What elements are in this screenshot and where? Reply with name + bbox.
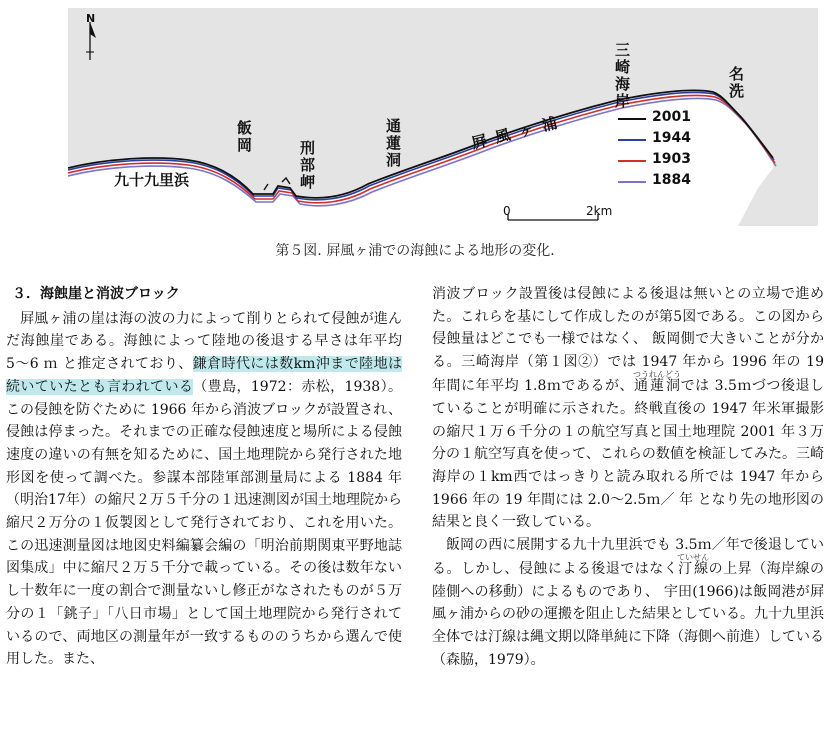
label-nagarai: 名洗 bbox=[728, 65, 744, 100]
ruby-word bbox=[633, 370, 682, 395]
label-byobugaura: 屛 風 ヶ 浦 bbox=[469, 113, 562, 153]
text-run: （豊島，1972：赤松，1938）。この侵蝕を防ぐために 1966 年から消波ブロックが設置され、侵蝕は停まった。それまでの正確な侵蝕速度と場所による侵蝕速度の違いの有無を知るために、国土地理院から発行された地形図を使って調べた。参謀本部陸軍部測量局による 1884 年（明治17年）の縮尺２万５千分の１迅速測図が国土地理院から縮尺２万分の１仮製図として発行されており、これを用いた。この迅速測量図は地図史料編纂会編の「明治前期関東平野地誌図集成」中に縮尺２万５千分で載っている。その後は数年ないし十数年に一度の割合で測量ないし修正がなされたものが５万分の１「銚子」「八日市場」として国土地理院から発行されているので、両地区の測量年が一致するもののうちから選んで使用した。また、 bbox=[6, 378, 403, 668]
label-gyobumisaki: 刑部岬 bbox=[299, 139, 315, 191]
legend-year-1903: 1903 bbox=[652, 151, 691, 167]
paragraph bbox=[432, 534, 824, 672]
text-run: 飯岡の西に展開する九十九里浜でも 3.5ｍ／年で後退している。しかし、侵蝕による後退ではなく bbox=[432, 537, 824, 578]
text-run: 屛風ヶ浦の崖は海の波の力によって削りとられて侵蝕が進んだ海蝕崖である。海蝕によって陸地の後退する早さは年平均 5〜6 ｍ と推定されており、 bbox=[6, 310, 402, 373]
scale-end: 2km bbox=[586, 204, 613, 218]
legend-year-2001: 2001 bbox=[652, 109, 691, 125]
section-heading: ３．海蝕崖と消波ブロック bbox=[12, 286, 180, 302]
label-kujukurihama: 九十九里浜 bbox=[114, 171, 190, 189]
ruby-word bbox=[677, 553, 710, 578]
legend-year-1944: 1944 bbox=[652, 130, 691, 146]
right-column bbox=[432, 283, 824, 672]
ruby-base: 通蓮洞 bbox=[633, 378, 682, 395]
scale-start: 0 bbox=[503, 204, 511, 218]
paragraph bbox=[6, 308, 402, 671]
highlighted-text: 鎌倉時代には数km沖まで陸地は続いていたとも言われている bbox=[6, 356, 402, 395]
north-label: N bbox=[86, 12, 96, 25]
paragraph bbox=[432, 283, 824, 534]
label-iioka: 飯岡 bbox=[236, 119, 252, 154]
legend-year-1884: 1884 bbox=[652, 172, 691, 188]
text-run: 消波ブロック設置後は侵蝕による後退は無いとの立場で進めた。これらを基にして作成したのが第5図である。この図から侵蝕量はどこでも一様ではなく、 飯岡側で大きいことが分かる。三崎海岸（第１図②）では 1947 年から 1996 年の 19 年間に年平均 1.8ｍであるが、 bbox=[432, 286, 824, 395]
label-tsurendo: 通蓮洞 bbox=[385, 117, 401, 169]
text-run: では 3.5ｍづつ後退していることが明確に示された。終戦直後の 1947 年米軍撮影の縮尺１万６千分の１の航空写真と国土地理院 2001 年３万分の１航空写真を使って、これらの数値を検証してみた。三崎海岸の１km西ではっきりと読み取れる所では 1947 年から 1966 年の 19 年間には 2.0〜2.5ｍ／ 年 となり先の地形図の結果と良く一致している。 bbox=[432, 378, 824, 531]
left-column bbox=[6, 283, 402, 671]
coastline-map-drawing bbox=[68, 8, 818, 226]
figure-caption: 第５図. 屛風ヶ浦での海蝕による地形の変化. bbox=[275, 243, 555, 259]
ruby-reading: ていせん bbox=[677, 553, 710, 563]
north-arrow-icon bbox=[86, 22, 96, 60]
coastline-map bbox=[68, 8, 818, 226]
ruby-base: 汀線 bbox=[677, 561, 710, 578]
text-run: の上昇（海岸線の陸側への移動）によるものであり、 宇田(1966)は飯岡港が屛風ヶ浦からの砂の運搬を阻止した結果としている。九十九里浜全体では汀線は縄文期以降単純に下降（海側へ前進）している（森脇，1979）。 bbox=[432, 561, 825, 668]
label-misaki-kaigan: 三崎海岸 bbox=[614, 41, 630, 110]
ruby-reading: つうれんどう bbox=[633, 370, 682, 380]
